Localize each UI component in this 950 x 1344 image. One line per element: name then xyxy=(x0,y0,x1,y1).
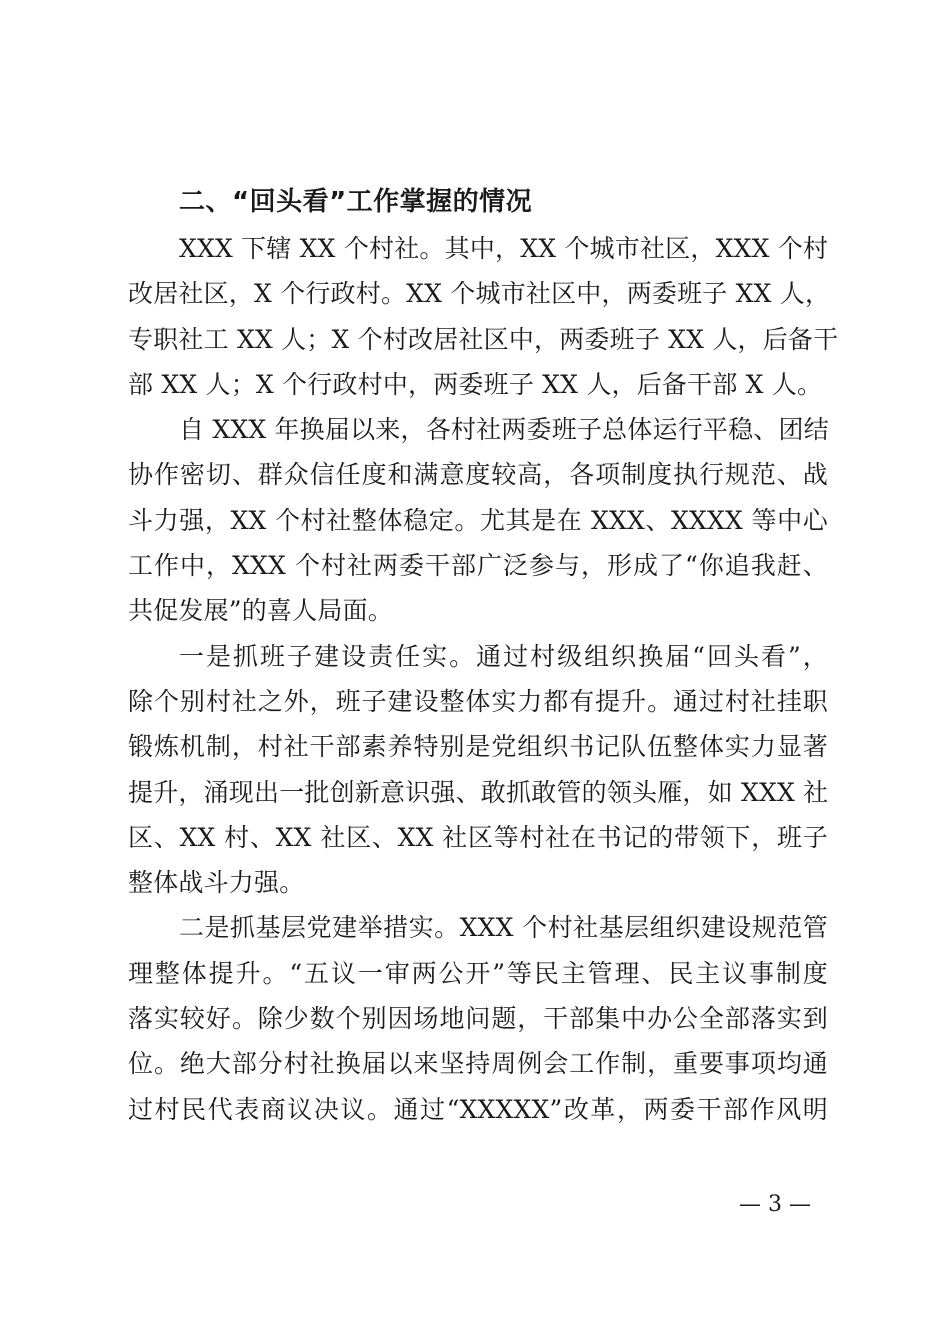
text-line: 理整体提升。“五议一审两公开”等民主管理、民主议事制度 xyxy=(128,958,828,988)
text-line: 改居社区，X 个行政村。XX 个城市社区中，两委班子 XX 人， xyxy=(128,279,831,309)
text-line: 锻炼机制，村社干部素养特别是党组织书记队伍整体实力显著 xyxy=(128,732,828,762)
text-line: 共促发展”的喜人局面。 xyxy=(128,596,393,626)
text-line: 过村民代表商议决议。通过“XXXXX”改革，两委干部作风明 xyxy=(128,1094,828,1124)
paragraph-team-building xyxy=(128,634,828,906)
text-line: 落实较好。除少数个别因场地问题，干部集中办公全部落实到 xyxy=(128,1004,828,1034)
text-line: 协作密切、群众信任度和满意度较高，各项制度执行规范、战 xyxy=(128,460,828,490)
text-line: 工作中，XXX 个村社两委干部广泛参与，形成了“你追我赶、 xyxy=(128,551,828,581)
text-line: 提升，涌现出一批创新意识强、敢抓敢管的领头雁，如 XXX 社 xyxy=(128,777,829,807)
text-line: 整体战斗力强。 xyxy=(128,868,305,898)
paragraph-overall-stability xyxy=(128,407,828,633)
text-line: 位。绝大部分村社换届以来坚持周例会工作制，重要事项均通 xyxy=(128,1049,828,1079)
text-line: 除个别村社之外，班子建设整体实力都有提升。通过村社挂职 xyxy=(128,686,828,716)
page-number: — 3 — xyxy=(739,1192,811,1217)
text-line: 二是抓基层党建举措实。XXX 个村社基层组织建设规范管 xyxy=(179,913,828,943)
text-line: 斗力强，XX 个村社整体稳定。尤其是在 XXX、XXXX 等中心 xyxy=(128,505,828,535)
text-line: 专职社工 XX 人；X 个村改居社区中，两委班子 XX 人，后备干 xyxy=(128,324,839,354)
text-line: 自 XXX 年换届以来，各村社两委班子总体运行平稳、团结 xyxy=(179,415,829,445)
text-line: 一是抓班子建设责任实。通过村级组织换届“回头看”， xyxy=(179,641,828,671)
paragraph-village-overview xyxy=(128,226,839,407)
text-line: 部 XX 人；X 个行政村中，两委班子 XX 人，后备干部 X 人。 xyxy=(128,369,823,399)
document-body xyxy=(128,226,839,1132)
text-line: XXX 下辖 XX 个村社。其中，XX 个城市社区，XXX 个村 xyxy=(179,234,829,263)
section-heading: 二、“回头看”工作掌握的情况 xyxy=(179,187,533,217)
text-line: 区、XX 村、XX 社区、XX 社区等村社在书记的带领下，班子 xyxy=(128,822,828,852)
paragraph-party-building xyxy=(128,905,828,1131)
